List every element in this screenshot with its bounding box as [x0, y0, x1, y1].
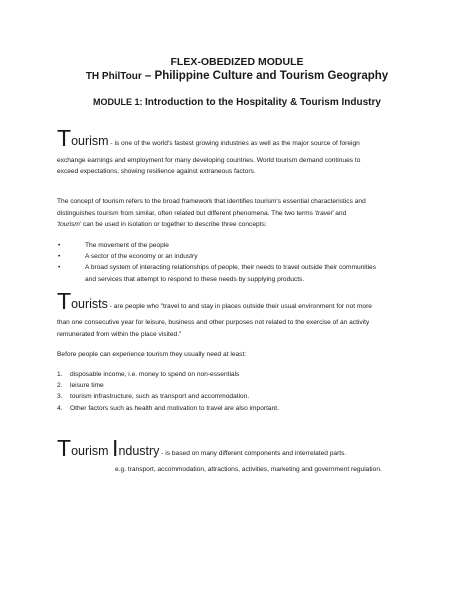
concept-text-2 [57, 210, 437, 217]
bullet-marker: • [58, 253, 61, 261]
list-item [57, 251, 427, 262]
list-number: 3. [57, 393, 63, 401]
list-item [57, 403, 427, 414]
industry-dropcap-1: T [57, 435, 72, 461]
concept-text-3 [57, 221, 437, 228]
tourism-line-1 [57, 125, 427, 151]
tourists-term: ourists [71, 297, 108, 311]
list-item [57, 380, 427, 391]
list-item-text: tourism infrastructure, such as transport and accommodation. [70, 393, 250, 401]
list-item-text: and services that attempt to respond to these needs by supplying products. [85, 275, 305, 283]
bullet-marker: • [58, 264, 61, 272]
industry-term-1: ourism [71, 444, 113, 458]
module-prefix: MODULE 1: [93, 97, 146, 107]
tourists-text-3: remunerated from within the place visited." [57, 331, 182, 338]
module-title [0, 97, 474, 108]
course-dash: – [141, 70, 155, 82]
tourism-text-1: - is one of the world's fastest growing industries as well as the major source of foreign [108, 140, 360, 147]
course-title [0, 70, 474, 82]
list-item-text: Other factors such as health and motivation to travel are also important. [70, 404, 279, 412]
tourists-text-2: than one consecutive year for leisure, business and other purposes not related to the exercise of an activity [57, 319, 370, 326]
course-name: Philippine Culture and Tourism Geography [154, 70, 389, 82]
tourists-line-1 [57, 288, 427, 314]
list-number: 1. [57, 371, 63, 378]
tourists-text-1: - are people who "travel to and stay in places outside their usual environment for not more [107, 303, 372, 310]
industry-line-1 [57, 435, 427, 461]
list-number: 2. [57, 382, 63, 390]
module-name: Introduction to the Hospitality & Tourism Industry [145, 97, 381, 108]
list-item [57, 391, 427, 402]
concept-text-2b: and [333, 210, 347, 217]
list-item-text: The movement of the people [85, 242, 169, 249]
tourists-definition [57, 288, 427, 314]
industry-term-2: ndustry [118, 444, 160, 458]
tourism-text-2: exchange earnings and employment for many developing countries. World tourism demand continues to [57, 157, 361, 164]
module-header: FLEX-OBEDIZED MODULE [170, 56, 304, 68]
tourism-definition [57, 125, 427, 151]
industry-text: - is based on many different components and interrelated parts. [159, 450, 347, 457]
concept-term-travel: 'travel' [314, 210, 334, 217]
bullet-marker: • [58, 242, 61, 249]
tourism-text-3: exceed expectations, showing resilience against extraneous factors. [57, 168, 256, 175]
list-item [57, 274, 427, 285]
tourism-term: ourism [71, 134, 109, 148]
list-item-text: leisure time [70, 382, 104, 390]
industry-dropcap-2: I [112, 435, 119, 461]
concepts-list [57, 240, 427, 285]
list-number: 4. [57, 404, 63, 412]
list-item-text: A sector of the economy or an industry [85, 253, 198, 261]
list-item-text: A broad system of interacting relationships of people, their needs to travel outside their communities [85, 264, 377, 272]
course-prefix: TH PhilTour [85, 71, 142, 82]
list-item [57, 262, 427, 273]
concept-text-1: The concept of tourism refers to the broad framework that identifies tourism's essential characteristics and [57, 198, 366, 205]
concept-term-tourism: 'tourism' [57, 221, 82, 228]
list-item [57, 240, 427, 251]
concept-text-3a: can be used in isolation or together to describe three concepts: [81, 221, 267, 228]
industry-example: e.g. transport, accommodation, attractions, activities, marketing and government regulation. [115, 466, 382, 473]
list-item-text: disposable income, i.e. money to spend on non-essentials [70, 371, 240, 378]
needs-list [57, 369, 427, 414]
tourists-dropcap: T [57, 288, 72, 314]
list-item [57, 369, 427, 380]
concept-text-2a: distinguishes tourism from similar, often related but different phenomena. The two terms [57, 210, 315, 217]
industry-definition [57, 435, 427, 461]
tourism-dropcap: T [57, 125, 72, 151]
before-text: Before people can experience tourism they usually need at least: [57, 351, 247, 358]
